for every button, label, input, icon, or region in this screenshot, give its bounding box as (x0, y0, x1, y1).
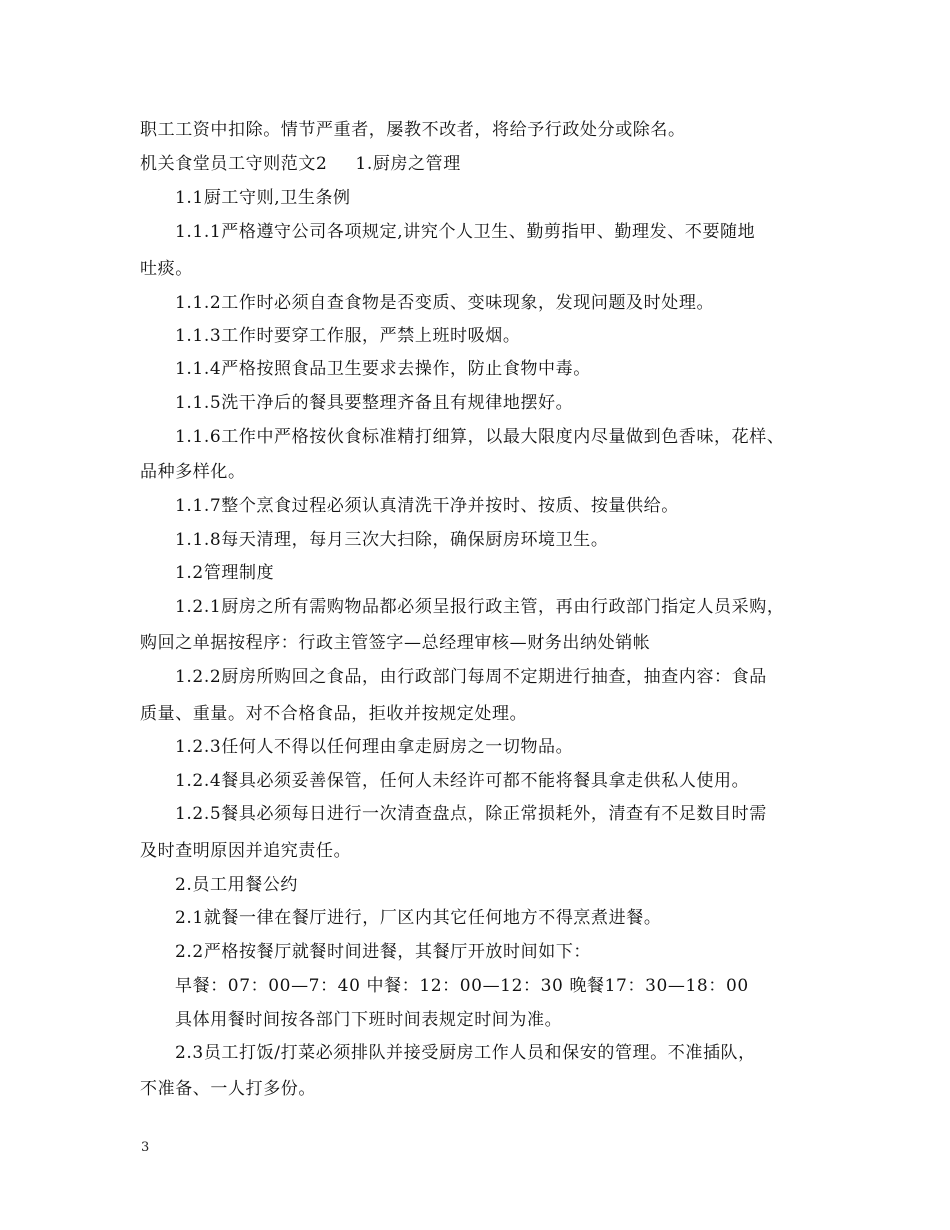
text-line: 1.2.2厨房所购回之食品，由行政部门每周不定期进行抽查，抽查内容：食品 (175, 667, 767, 687)
text-line: 1.1.4严格按照食品卫生要求去操作，防止食物中毒。 (175, 359, 591, 379)
text-line: 购回之单据按程序：行政主管签字—总经理审核—财务出纳处销帐 (140, 633, 651, 653)
text-line: 1.1.6工作中严格按伙食标准精打细算，以最大限度内尽量做到色香味，花样、 (175, 427, 785, 447)
text-line: 早餐：07：00—7：40 中餐：12：00—12：30 晚餐17：30—18：00 (175, 976, 749, 996)
text-line: 1.1厨工守则,卫生条例 (175, 188, 351, 208)
section-title: 1.厨房之管理 (355, 154, 461, 174)
text-line: 品种多样化。 (140, 462, 246, 482)
text-line: 1.1.1严格遵守公司各项规定,讲究个人卫生、勤剪指甲、勤理发、不要随地 (175, 222, 756, 242)
text-line: 1.1.5洗干净后的餐具要整理齐备且有规律地摆好。 (175, 393, 574, 413)
text-line: 不准备、一人打多份。 (140, 1079, 316, 1099)
text-line: 1.2.3任何人不得以任何理由拿走厨房之一切物品。 (175, 737, 574, 757)
text-line: 具体用餐时间按各部门下班时间表规定时间为准。 (175, 1010, 563, 1030)
text-line: 1.1.3工作时要穿工作服，严禁上班时吸烟。 (175, 326, 521, 346)
text-line: 2.2严格按餐厅就餐时间进餐，其餐厅开放时间如下： (175, 942, 592, 962)
text-line: 1.2管理制度 (175, 563, 275, 583)
text-line: 1.2.5餐具必须每日进行一次清查盘点，除正常损耗外，清查有不足数目时需 (175, 804, 767, 824)
text-line: 1.2.4餐具必须妥善保管，任何人未经许可都不能将餐具拿走供私人使用。 (175, 771, 750, 791)
text-line: 2.员工用餐公约 (175, 875, 299, 895)
document-title: 机关食堂员工守则范文2 (140, 154, 328, 174)
text-line: 2.3员工打饭/打菜必须排队并接受厨房工作人员和保安的管理。不准插队， (175, 1043, 756, 1063)
text-line: 1.2.1厨房之所有需购物品都必须呈报行政主管，再由行政部门指定人员采购， (175, 597, 785, 617)
title-line (140, 154, 820, 174)
text-line: 1.1.8每天清理，每月三次大扫除，确保厨房环境卫生。 (175, 530, 609, 550)
text-line: 2.1就餐一律在餐厅进行，厂区内其它任何地方不得烹煮进餐。 (175, 908, 662, 928)
text-line: 吐痰。 (140, 259, 193, 279)
text-line: 1.1.7整个烹食过程必须认真清洗干净并按时、按质、按量供给。 (175, 496, 679, 516)
text-line: 及时查明原因并追究责任。 (140, 841, 352, 861)
text-line: 1.1.2工作时必须自查食物是否变质、变味现象，发现问题及时处理。 (175, 293, 715, 313)
page-number: 3 (141, 1140, 150, 1155)
text-line: 质量、重量。对不合格食品，拒收并按规定处理。 (140, 704, 528, 724)
text-line: 职工工资中扣除。情节严重者，屡教不改者，将给予行政处分或除名。 (140, 120, 686, 140)
